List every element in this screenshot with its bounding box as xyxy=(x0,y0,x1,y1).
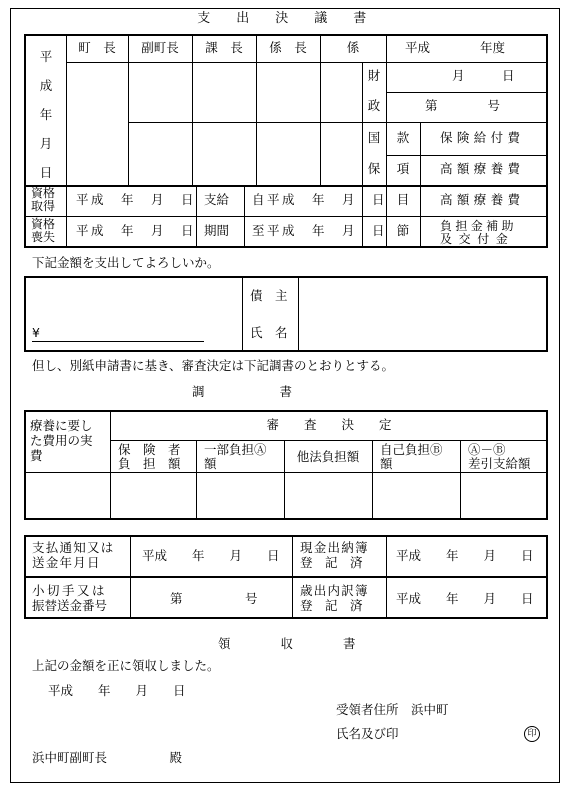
label-koku: 国 xyxy=(367,130,381,145)
header-deputy-mayor: 副町長 xyxy=(141,40,179,55)
receipt-text: 上記の金額を正に領収しました。 xyxy=(32,658,220,673)
value-kan: 保険給付費 xyxy=(440,130,525,145)
name-label: 氏 名 xyxy=(250,325,288,340)
diff-label-2: 差引支給額 xyxy=(468,456,531,471)
header-section-chief: 課 長 xyxy=(205,40,243,55)
period-to: 至平成 年 月 日 xyxy=(252,223,388,238)
self-label-1: 自己負担Ⓑ xyxy=(380,442,443,457)
value-setsu-1: 負担金補助 xyxy=(440,219,517,233)
header-subsection-chief: 係 長 xyxy=(269,40,307,55)
label-zai: 財 xyxy=(367,68,381,83)
cash-label-2: 登 記 済 xyxy=(300,555,363,570)
self-label-2: 額 xyxy=(380,456,393,471)
cash-label-1: 現金出納簿 xyxy=(300,540,369,555)
budget-month-day: 月 日 xyxy=(452,68,515,83)
note-text: 但し、別紙申請書に基き、審査決定は下記調書のとおりとする。 xyxy=(32,358,395,373)
lost-label-1: 資格 xyxy=(31,217,56,231)
shinsa-header: 審 査 決 定 xyxy=(266,417,392,432)
receiver-address: 受領者住所 浜中町 xyxy=(336,702,449,717)
partial-label-1: 一部負担Ⓐ xyxy=(204,442,267,457)
receipt-title: 領 収 書 xyxy=(218,636,356,651)
notice-date: 平成 年 月 日 xyxy=(142,548,280,563)
ledger-label-2: 登 記 済 xyxy=(300,598,363,613)
diff-label-1: Ⓐ－Ⓑ xyxy=(468,442,506,457)
notice-label-2: 送金年月日 xyxy=(32,555,101,570)
check-label-2: 振替送金番号 xyxy=(32,598,108,613)
label-kou: 項 xyxy=(396,161,410,176)
header-mayor: 町 長 xyxy=(78,40,116,55)
label-setsu: 節 xyxy=(396,223,410,238)
receipt-date: 平成 年 月 日 xyxy=(48,683,186,698)
yen-sign: ¥ xyxy=(32,325,40,340)
check-number: 第 号 xyxy=(170,591,258,606)
acquired-date: 平成 年 月 日 xyxy=(76,192,197,207)
other-label: 他法負担額 xyxy=(296,449,360,464)
chousho-title: 調 書 xyxy=(192,384,293,399)
check-label-1: 小切手又は xyxy=(32,583,108,598)
header-staff: 係 xyxy=(346,40,360,55)
lost-label-2: 喪失 xyxy=(31,230,56,244)
cost-label-2: た費用の実 xyxy=(30,433,93,448)
payment-period-2: 期間 xyxy=(204,223,230,238)
lost-date: 平成 年 月 日 xyxy=(76,223,197,238)
value-kou: 高額療養費 xyxy=(440,161,525,176)
approval-date-vertical: 平 成 年 月 日 xyxy=(39,49,53,180)
insurer-label-2: 負 担 額 xyxy=(118,456,181,471)
fiscal-year: 平成 年度 xyxy=(405,40,506,55)
addressee: 浜中町副町長 殿 xyxy=(32,750,183,765)
cost-label-1: 療養に要し xyxy=(30,418,93,433)
seal-icon: 印 xyxy=(524,726,540,742)
label-moku: 目 xyxy=(396,192,410,207)
value-moku: 高額療養費 xyxy=(440,192,525,207)
notice-label-1: 支払通知又は xyxy=(32,540,115,555)
cash-date: 平成 年 月 日 xyxy=(396,548,534,563)
insurer-label-1: 保 険 者 xyxy=(118,442,181,457)
ledger-date: 平成 年 月 日 xyxy=(396,591,534,606)
budget-number: 第 号 xyxy=(425,98,501,113)
period-from: 自平成 年 月 日 xyxy=(252,192,388,207)
ledger-label-1: 歳出内訳簿 xyxy=(300,583,369,598)
document-title: 支 出 決 議 書 xyxy=(197,11,373,26)
acquired-label-1: 資格 xyxy=(31,186,56,200)
receiver-name-seal: 氏名及び印 xyxy=(336,726,399,741)
value-setsu-2: 及交付金 xyxy=(440,232,515,246)
instruction-text: 下記金額を支出してよろしいか。 xyxy=(32,255,220,270)
label-ho: 保 xyxy=(367,161,381,176)
partial-label-2: 額 xyxy=(204,456,217,471)
cost-label-3: 費 xyxy=(30,448,43,463)
creditor-label: 債 主 xyxy=(250,288,288,303)
label-sei: 政 xyxy=(367,98,381,113)
payment-period-1: 支給 xyxy=(204,192,230,207)
acquired-label-2: 取得 xyxy=(31,199,56,213)
label-kan: 款 xyxy=(396,130,410,145)
